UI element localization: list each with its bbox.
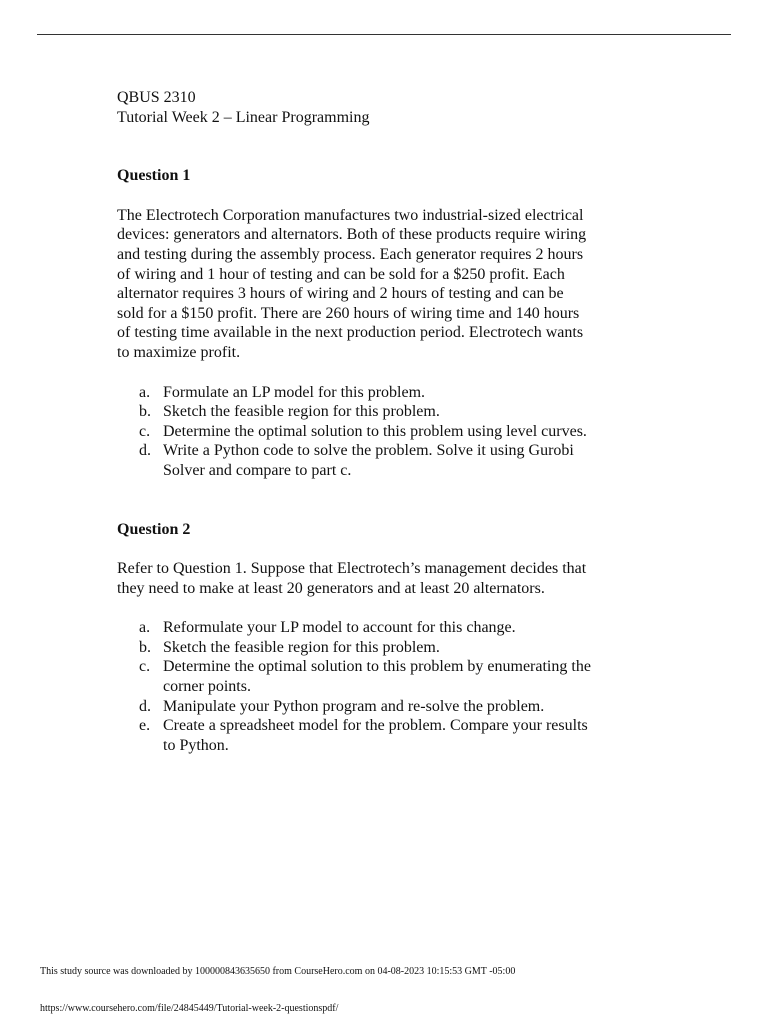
list-item-text: Manipulate your Python program and re-solve the problem. bbox=[163, 697, 545, 715]
list-item-text: Sketch the feasible region for this problem. bbox=[163, 403, 440, 421]
list-item bbox=[117, 657, 657, 696]
question-1-text bbox=[117, 206, 657, 363]
list-item-text: Solver and compare to part c. bbox=[163, 461, 352, 479]
list-item-text: Determine the optimal solution to this problem using level curves. bbox=[163, 422, 587, 440]
question-1-line: of wiring and 1 hour of testing and can be sold for a $250 profit. Each bbox=[117, 265, 565, 283]
document-title: Tutorial Week 2 – Linear Programming bbox=[117, 108, 370, 126]
list-item bbox=[117, 422, 657, 442]
list-item-text: Write a Python code to solve the problem. Solve it using Gurobi bbox=[163, 442, 574, 460]
list-item-text: Sketch the feasible region for this problem. bbox=[163, 638, 440, 656]
question-2-tasks bbox=[117, 618, 657, 755]
list-item bbox=[117, 618, 657, 638]
question-1-line: to maximize profit. bbox=[117, 343, 241, 361]
list-item-text: Determine the optimal solution to this problem by enumerating the bbox=[163, 658, 591, 676]
download-notice: This study source was downloaded by 100000843635650 from CourseHero.com on 04-08-2023 10:15:53 GMT -05:00 bbox=[40, 966, 516, 977]
question-1-line: alternator requires 3 hours of wiring and 2 hours of testing and can be bbox=[117, 285, 564, 303]
document-header bbox=[117, 88, 657, 127]
question-2-line: Refer to Question 1. Suppose that Electrotech’s management decides that bbox=[117, 560, 587, 578]
source-url[interactable]: https://www.coursehero.com/file/24845449/Tutorial-week-2-questionspdf/ bbox=[40, 1003, 339, 1014]
list-marker: b. bbox=[139, 403, 151, 421]
list-item bbox=[117, 716, 657, 755]
list-item-text: Create a spreadsheet model for the problem. Compare your results bbox=[163, 717, 588, 735]
list-marker: c. bbox=[139, 658, 151, 676]
list-marker: c. bbox=[139, 422, 151, 440]
list-marker: b. bbox=[139, 638, 151, 656]
list-item bbox=[117, 402, 657, 422]
question-1-line: of testing time available in the next production period. Electrotech wants bbox=[117, 324, 584, 342]
question-2-line: they need to make at least 20 generators and at least 20 alternators. bbox=[117, 579, 545, 597]
list-item bbox=[117, 441, 657, 480]
list-item bbox=[117, 697, 657, 717]
document-body bbox=[117, 88, 657, 755]
question-1-line: and testing during the assembly process. Each generator requires 2 hours bbox=[117, 245, 584, 263]
top-rule bbox=[37, 34, 731, 35]
list-item bbox=[117, 383, 657, 403]
list-item bbox=[117, 638, 657, 658]
question-1-line: The Electrotech Corporation manufactures two industrial-sized electrical bbox=[117, 206, 584, 224]
course-code: QBUS 2310 bbox=[117, 89, 196, 106]
list-marker: a. bbox=[139, 619, 151, 637]
question-1-line: sold for a $150 profit. There are 260 hours of wiring time and 140 hours bbox=[117, 304, 580, 322]
list-item-text: Formulate an LP model for this problem. bbox=[163, 383, 426, 401]
question-1-heading: Question 1 bbox=[117, 167, 191, 185]
list-marker: d. bbox=[139, 442, 151, 460]
question-1-line: devices: generators and alternators. Both of these products require wiring bbox=[117, 226, 587, 244]
list-item-text: to Python. bbox=[163, 736, 229, 754]
list-item-text: Reformulate your LP model to account for this change. bbox=[163, 619, 516, 637]
list-item-text: corner points. bbox=[163, 678, 251, 696]
question-2-text bbox=[117, 559, 657, 598]
list-marker: d. bbox=[139, 697, 151, 715]
question-1-tasks bbox=[117, 383, 657, 481]
list-marker: a. bbox=[139, 383, 151, 401]
question-2-heading: Question 2 bbox=[117, 520, 191, 538]
list-marker: e. bbox=[139, 717, 151, 735]
